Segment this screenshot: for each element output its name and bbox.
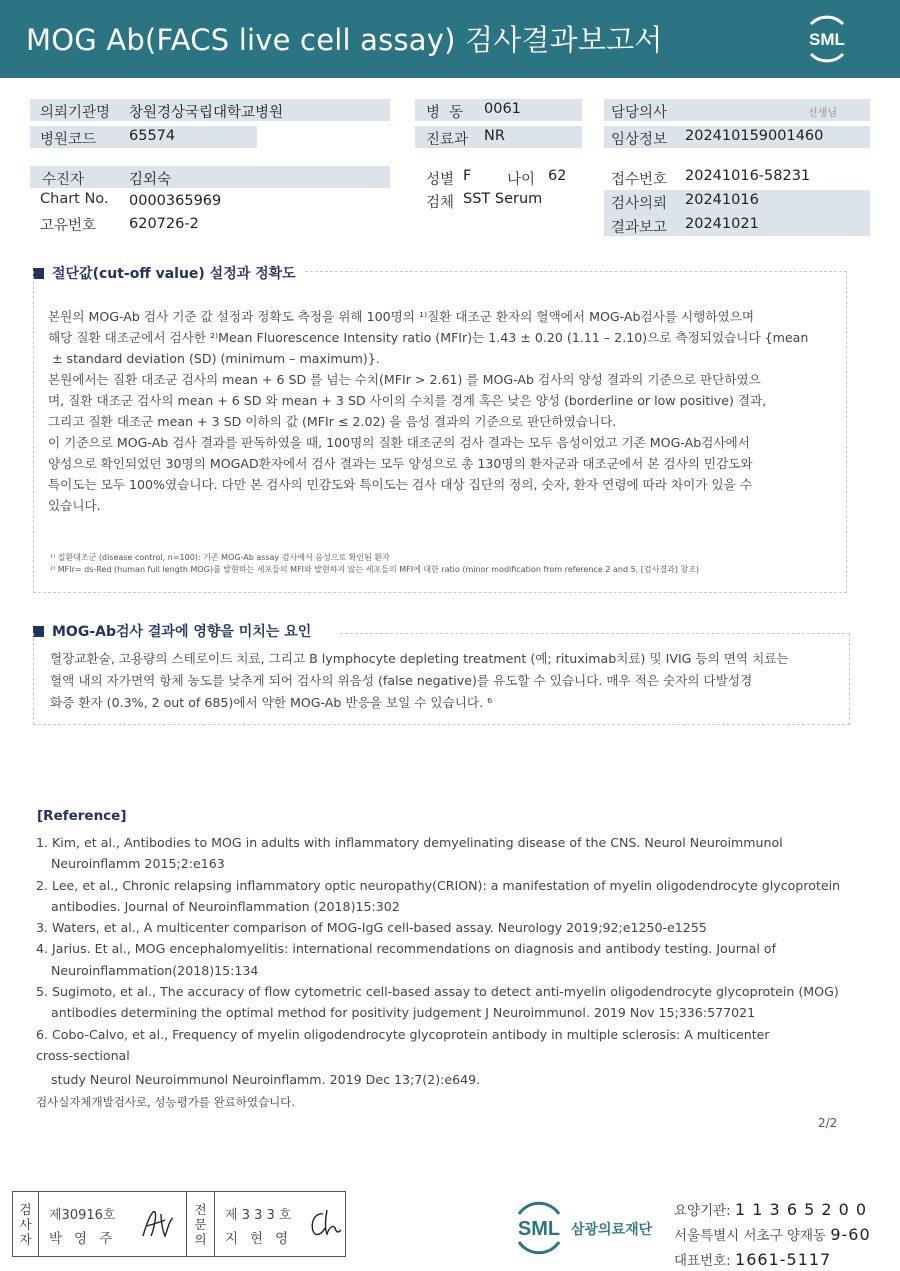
report-value: 20241021 <box>685 216 759 232</box>
sml-footer-logo-icon <box>511 1200 567 1256</box>
reference-line: cross-sectional <box>36 1047 130 1063</box>
page-title: MOG Ab(FACS live cell assay) 검사결과보고서 <box>26 23 663 57</box>
reference-line: 5. Sugimoto, et al., The accuracy of flow cytometric cell-based assay to detect anti-myelin oligodendrocyte glycoprotein (MOG) <box>36 984 839 1000</box>
specialist-label <box>187 1192 215 1256</box>
receipt-label: 접수번호 <box>611 172 668 188</box>
institution-value: 창원경상국립대학교병원 <box>129 105 284 121</box>
footnote-1: ¹⁾ 질환대조군 (disease control, n=100): 기존 MOG-Ab assay 검사에서 음성으로 확인된 환자 <box>50 553 390 562</box>
body-line: 혈장교환술, 고용량의 스테로이드 치료, 그리고 B lymphocyte depleting treatment (예; rituximab치료) 및 IVIG 등의 면역 치료는 <box>50 651 789 666</box>
institution-label: 의뢰기관명 <box>40 105 111 121</box>
dept-label: 진료과 <box>426 132 469 148</box>
request-label: 검사의뢰 <box>611 196 668 212</box>
section1-footnotes <box>50 552 699 576</box>
body-line: 화증 환자 (0.3%, 2 out of 685)에서 약한 MOG-Ab 반응을 보일 수 있습니다. ⁶ <box>50 695 493 710</box>
doctor-label: 담당의사 <box>611 105 668 121</box>
body-line: 며, 질환 대조군 검사의 mean + 6 SD 와 mean + 3 SD 사이의 수치를 경계 혹은 낮은 양성 (borderline or low positive) 결과, <box>48 393 767 408</box>
inspector-label <box>13 1192 39 1256</box>
sex-value: F <box>463 168 472 184</box>
address-row <box>674 1223 871 1248</box>
patient-value: 김외숙 <box>129 172 172 188</box>
body-line: 그리고 질환 대조군 mean + 3 SD 이하의 값 (MFIr ≤ 2.02) 을 음성 결과의 기준으로 판단하였습니다. <box>48 414 617 429</box>
signature-box <box>12 1191 346 1257</box>
inspector-name: 박영주 <box>49 1231 125 1247</box>
specimen-value: SST Serum <box>463 191 543 207</box>
specialist-license: 제 3 3 3 호 <box>225 1208 292 1223</box>
unique-value: 620726-2 <box>129 216 199 232</box>
sml-logo-text: SML <box>809 30 845 49</box>
patient-label: 수진자 <box>42 172 85 188</box>
ward-value: 0061 <box>484 101 521 117</box>
institution-code-value: 1 1 3 6 5 2 0 0 <box>735 1200 868 1219</box>
reference-list <box>36 832 840 1091</box>
age-label: 나이 <box>507 172 536 188</box>
reference-line: 4. Jarius. Et al., MOG encephalomyelitis: international recommendations on diagnosis and antibody testing. Journal of <box>36 941 777 957</box>
body-line: 이 기준으로 MOG-Ab 검사 결과를 판독하였을 때, 100명의 질환 대조군의 검사 결과는 모두 음성이었고 기존 MOG-Ab검사에서 <box>48 435 750 450</box>
hospital-code-label: 병원코드 <box>40 132 97 148</box>
patient-info <box>0 0 900 240</box>
specimen-label: 검체 <box>426 195 455 211</box>
reference-line: 3. Waters, et al., A multicenter comparison of MOG-IgG cell-based assay. Neurology 2019;92;e1250-e1255 <box>36 920 707 936</box>
clinical-label: 임상정보 <box>611 132 668 148</box>
inspector-cell <box>39 1192 187 1256</box>
section1-body <box>48 306 838 516</box>
specialist-label-text: 전 문 의 <box>194 1201 207 1247</box>
reference-line: 6. Cobo-Calvo, et al., Frequency of myelin oligodendrocyte glycoprotein antibody in multiple sclerosis: A multicenter <box>36 1026 770 1042</box>
section2-body <box>50 648 840 714</box>
institution-code-label: 요양기관: <box>674 1203 731 1219</box>
body-line: 혈액 내의 자가면역 항체 농도를 낮추게 되어 검사의 위음성 (false negative)를 유도할 수 있습니다. 매우 적은 숫자의 다발성경 <box>50 673 753 688</box>
chart-label: Chart No. <box>40 191 109 207</box>
doctor-suffix: 선생님 <box>808 108 837 119</box>
dept-value: NR <box>484 128 505 144</box>
reference-line: 1. Kim, et al., Antibodies to MOG in adults with inflammatory demyelinating disease of the CNS. Neurol Neuroimmunol <box>36 835 783 850</box>
inspector-signature-icon <box>139 1206 179 1242</box>
validation-note: 검사실자체개발검사로, 성능평가를 완료하였습니다. <box>36 1095 296 1109</box>
sml-footer-logo-text: SML <box>517 1218 561 1240</box>
body-line: 양성으로 확인되었던 30명의 MOGAD환자에서 검사 결과는 모두 양성으로 총 130명의 환자군과 대조군에서 본 검사의 민감도와 <box>48 456 753 471</box>
specialist-name: 지현영 <box>225 1231 301 1247</box>
request-value: 20241016 <box>685 192 759 208</box>
clinical-value: 202410159001460 <box>685 128 824 144</box>
chart-value: 0000365969 <box>129 193 222 209</box>
address-number: 9-60 <box>830 1225 871 1244</box>
phone-label: 대표번호: <box>674 1253 731 1269</box>
institution-code-row <box>674 1198 871 1223</box>
reference-line: Neuroinflammation(2018)15:134 <box>51 962 259 978</box>
body-line: 있습니다. <box>48 498 101 513</box>
specialist-cell <box>215 1192 345 1256</box>
body-line: ± standard deviation (SD) (minimum – maximum)}. <box>48 351 380 366</box>
receipt-value: 20241016-58231 <box>685 168 811 184</box>
hospital-code-value: 65574 <box>129 128 176 144</box>
section1-title-text: 절단값(cut-off value) 설정과 정확도 <box>52 266 296 282</box>
reference-line: study Neurol Neuroimmunol Neuroinflamm. 2019 Dec 13;7(2):e649. <box>51 1072 481 1088</box>
unique-label: 고유번호 <box>40 218 97 234</box>
body-line: 본원에서는 질환 대조군 검사의 mean + 6 SD 를 넘는 수치(MFIr > 2.61) 를 MOG-Ab 검사의 양성 결과의 기준으로 판단하였으 <box>48 372 761 387</box>
reference-line: antibodies determining the optimal method for positivity judgement J Neuroimmunol. 2019 Nov 15;336:577021 <box>51 1005 756 1021</box>
organization-name: 삼광의료재단 <box>571 1222 653 1238</box>
address-text: 서울특별시 서초구 양재동 <box>674 1228 831 1244</box>
footnote-2: ²⁾ MFIr= ds-Red (human full length MOG)를 발현하는 세포들의 MFI와 발현하지 않는 세포들의 MFI에 대한 ratio (minor modification from reference 2 and 5, [검사결과] 참조) <box>50 565 700 574</box>
body-line: 본원의 MOG-Ab 검사 기준 값 설정과 정확도 측정을 위해 100명의 ¹⁾질환 대조군 환자의 혈액에서 MOG-Ab검사를 시행하였으며 <box>48 309 755 324</box>
page-number: 2/2 <box>818 1116 838 1130</box>
ward-label: 병 동 <box>426 105 464 121</box>
inspector-license: 제30916호 <box>49 1208 116 1223</box>
body-line: 해당 질환 대조군에서 검사한 ²⁾Mean Fluorescence Intensity ratio (MFIr)는 1.43 ± 0.20 (1.11 – 2.10)으로 측정되었습니다 {mean <box>48 330 809 345</box>
phone-value: 1661-5117 <box>735 1250 832 1269</box>
reference-title: [Reference] <box>37 808 127 824</box>
reference-line: antibodies. Journal of Neuroinflammation (2018)15:302 <box>51 898 400 914</box>
sex-label: 성별 <box>426 172 455 188</box>
report-label: 결과보고 <box>611 220 668 236</box>
reference-line: Neuroinflamm 2015;2:e163 <box>51 856 225 872</box>
phone-row <box>674 1248 871 1271</box>
age-value: 62 <box>548 168 567 184</box>
body-line: 특이도는 모두 100%였습니다. 다만 본 검사의 민감도와 특이도는 검사 대상 집단의 정의, 숫자, 환자 연령에 따라 차이가 있을 수 <box>48 477 753 492</box>
reference-line: 2. Lee, et al., Chronic relapsing inflammatory optic neuropathy(CRION): a manifestation of myelin oligodendrocyte glycoprotein <box>36 877 841 893</box>
organization-info <box>674 1198 871 1271</box>
specialist-signature-icon <box>307 1206 343 1240</box>
section2-title-text: MOG-Ab검사 결과에 영향을 미치는 요인 <box>52 624 312 640</box>
inspector-label-text: 검 사 자 <box>19 1201 32 1247</box>
